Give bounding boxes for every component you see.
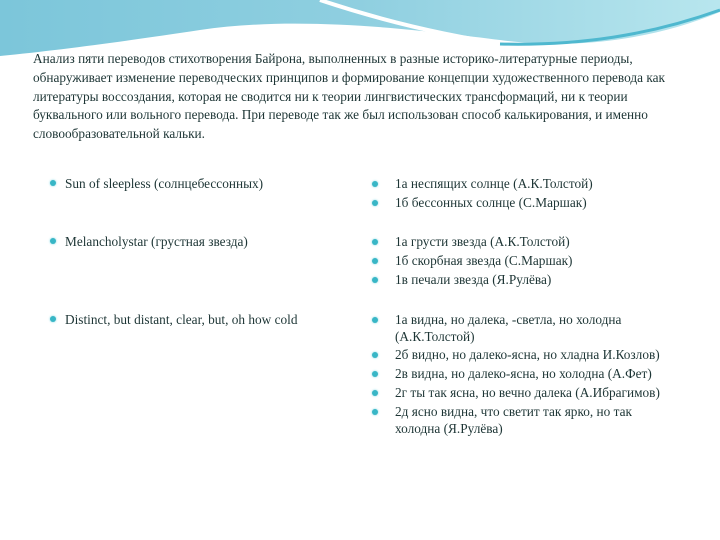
list-item — [395, 312, 675, 345]
translation-text: 1а грусти звезда (А.К.Толстой) — [395, 234, 570, 249]
translation-text: 1в печали звезда (Я.Рулёва) — [395, 271, 552, 287]
translation-text: 2г ты так ясна, но вечно далека (А.Ибрагимов) — [395, 385, 660, 401]
list-item — [395, 234, 675, 251]
bullet-icon — [372, 409, 378, 415]
intro-paragraph: Анализ пяти переводов стихотворения Байрона, выполненных в разные историко-литературные периоды, обнаруживает изменение переводческих принципов и формирование концепции художественного перевода как литературы воссоздания, которая не сводится ни к теории лингвистических трансформаций, ни к теории буквального или вольного перевода. При переводе так же был использован способ калькирования, и именно словообразовательной кальки. — [33, 51, 665, 142]
bullet-icon — [50, 238, 56, 244]
source-phrase: Melancholystar (грустная звезда) — [65, 234, 248, 249]
bullet-icon — [372, 277, 378, 283]
source-phrase: Distinct, but distant, clear, but, oh how cold — [65, 312, 298, 327]
bullet-icon — [372, 258, 378, 264]
translation-text: 2б видно, но далеко-ясна, но хладна И.Козлов) — [395, 347, 660, 363]
list-item — [395, 195, 675, 212]
list-item — [395, 176, 675, 193]
source-phrase: Sun of sleepless (солнцебессонных) — [65, 176, 264, 191]
bullet-icon — [372, 352, 378, 358]
bullet-icon — [372, 371, 378, 377]
bullet-icon — [372, 181, 378, 187]
translation-text: 2д ясно видна, что светит так ярко, но так холодна (Я.Рулёва) — [395, 404, 632, 436]
list-item — [395, 253, 675, 270]
translations-list — [395, 312, 675, 440]
bullet-icon — [50, 316, 56, 322]
translation-text: 1б бессонных солнце (С.Маршак) — [395, 194, 587, 210]
translations-list — [395, 234, 675, 291]
bullet-icon — [372, 317, 378, 323]
bullet-icon — [372, 200, 378, 206]
bullet-icon — [50, 180, 56, 186]
bullet-icon — [372, 390, 378, 396]
list-item — [395, 272, 675, 289]
translation-text: 1а неспящих солнце (А.К.Толстой) — [395, 176, 593, 191]
translation-text: 1а видна, но далека, -светла, но холодна (А.К.Толстой) — [395, 312, 622, 344]
translation-text: 1б скорбная звезда (С.Маршак) — [395, 252, 573, 268]
translations-list — [395, 176, 675, 214]
list-item — [395, 404, 675, 437]
list-item — [395, 385, 675, 402]
list-item — [395, 366, 675, 383]
translation-text: 2в видна, но далеко-ясна, но холодна (А.Фет) — [395, 366, 652, 382]
bullet-icon — [372, 239, 378, 245]
list-item — [395, 347, 675, 364]
